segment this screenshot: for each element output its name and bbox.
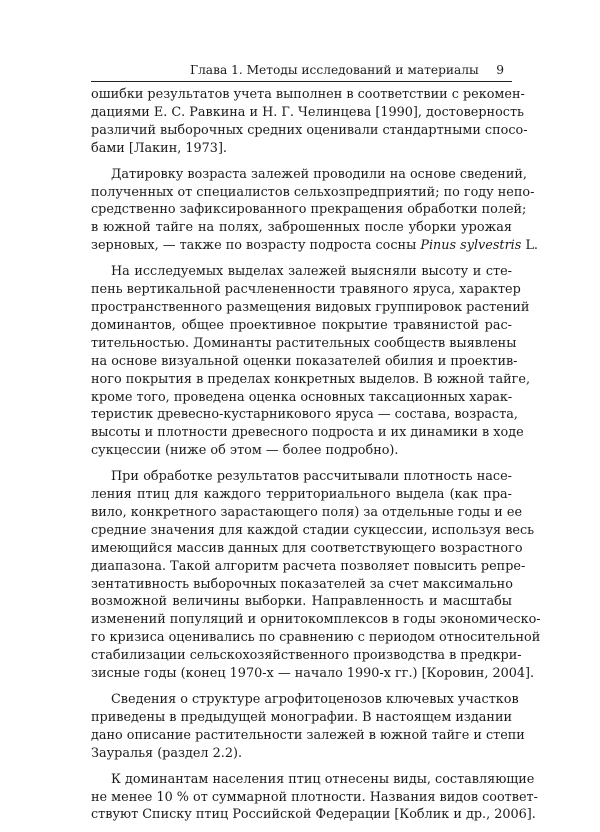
text-line: различий выборочных средних оценивали стандартными спосо- [91,122,528,138]
paragraph-2 [91,166,539,256]
text-line: го кризиса оценивались по сравнению с периодом относительной [91,630,541,646]
text-line: ного покрытия в пределах конкретных выделов. В южной тайге, [91,371,531,387]
chapter-title: Глава 1. Методы исследований и материалы [190,63,479,77]
body-text [91,86,541,832]
text-line: не менее 10 % от суммарной плотности. Названия видов соответ- [91,789,538,805]
text-line: При обработке результатов рассчитывали плотность насе- [111,469,512,485]
text-line: приведены в предыдущей монографии. В настоящем издании [91,709,512,725]
text-line: На исследуемых выделах залежей выясняли высоту и сте- [111,264,512,280]
page-number: 9 [496,63,504,77]
text-line: ошибки результатов учета выполнен в соответствии с рекомен- [91,87,525,102]
species-name: Pinus sylvestris [420,238,522,254]
text-line: на основе визуальной оценки показателей обилия и проектив- [91,353,518,369]
text-line: дано описание растительности залежей в южной тайге и степи [91,727,525,743]
text-line: Зауралья (раздел 2.2). [91,745,243,761]
text-line: тительностью. Доминанты растительных сообществ выявлены [91,335,517,351]
text-line: бами [Лакин, 1973]. [91,140,228,156]
paragraph-1 [91,86,528,158]
text-line: в южной тайге на полях, заброшенных после уборки урожая [91,220,512,236]
text-line: сукцессии (ниже об этом — более подробно). [91,443,399,459]
text-line: высоты и плотности древесного подроста и их динамики в ходе [91,425,524,441]
text-line: зентативность выборочных показателей за счет максимально [91,576,513,592]
text-line: зисные годы (конец 1970-х — начало 1990-х гг.) [Коровин, 2004]. [91,666,535,682]
text-line: теристик древесно-кустарникового яруса — состава, возраста, [91,407,518,423]
text-line: дациями Е. С. Равкина и Н. Г. Челинцева [1990], достоверность [91,104,524,120]
text-line: средние значения для каждой стадии сукцессии, используя весь [91,522,535,538]
text-line: пространственного размещения видовых группировок растений [91,299,530,315]
text-line: зерновых, — также по возрасту подроста сосны [91,238,417,254]
text-line: возможной величины выборки. Направленность и масштабы [91,594,512,610]
text-line: диапазона. Такой алгоритм расчета позволяет повысить репре- [91,558,526,574]
text-line: ствуют Списку птиц Российской Федерации [Коблик и др., 2006]. [91,807,536,823]
text-line: вило, конкретного зарастающего поля) за отдельные годы и ее [91,504,523,520]
text-line: кроме того, проведена оценка основных таксационных харак- [91,389,513,405]
text-line: имеющийся массив данных для соответствующего возрастного [91,540,523,556]
text-line: средственно зафиксированного прекращения обработки полей; [91,202,527,218]
paragraph-3 [91,263,531,460]
running-header [91,59,512,82]
species-author: L. [525,238,539,254]
text-line: ления птиц для каждого территориального выдела (как пра- [91,487,512,503]
text-line: стабилизации сельскохозяйственного производства в предкри- [91,648,522,664]
text-line-species [91,237,539,255]
paragraph-6 [91,771,538,825]
text-line: К доминантам населения птиц отнесены виды, составляющие [111,771,535,787]
text-line: изменений популяций и орнитокомплексов в годы экономическо- [91,612,541,628]
paragraph-5 [91,691,525,763]
text-line: пень вертикальной расчлененности травяного яруса, характер [91,282,521,298]
paragraph-4 [91,468,541,683]
text-line: Датировку возраста залежей проводили на основе сведений, [111,166,527,182]
text-line: Сведения о структуре агрофитоценозов ключевых участков [111,692,519,707]
text-line: доминантов, общее проективное покрытие травянистой рас- [91,317,512,333]
text-line: полученных от специалистов сельхозпредприятий; по году непо- [91,184,535,200]
